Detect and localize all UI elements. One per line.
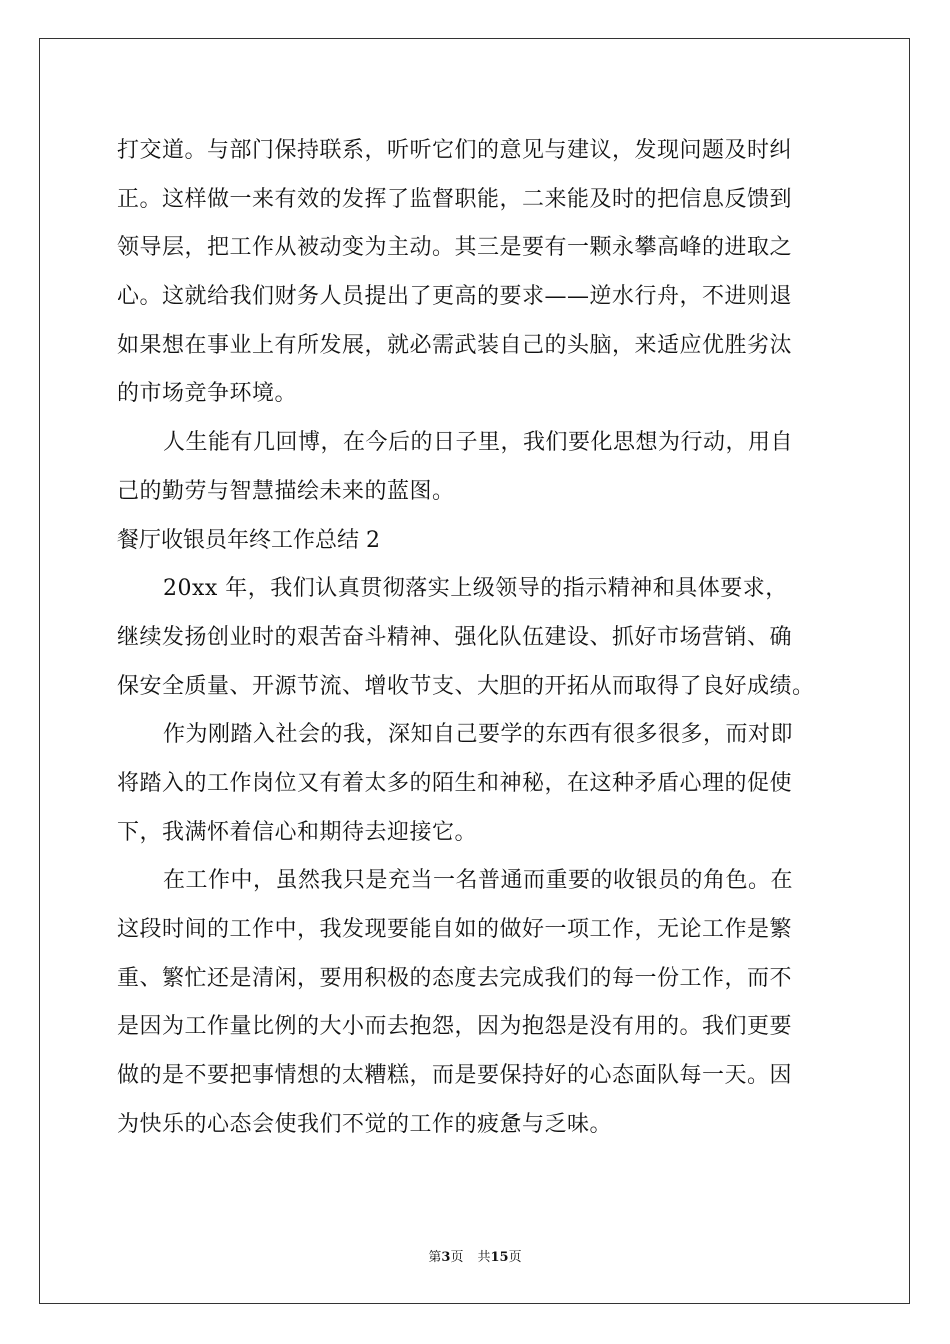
text-line: 是因为工作量比例的大小而去抱怨，因为抱怨是没有用的。我们更要 [117,1014,793,1040]
total-unit: 页 [508,1250,522,1265]
total-page-number: 15 [490,1250,509,1265]
paragraph-start-line: 人生能有几回博，在今后的日子里，我们要化思想为行动，用自 [163,430,794,456]
total-prefix: 共 [477,1250,491,1265]
text-line: 己的勤劳与智慧描绘未来的蓝图。 [117,478,455,504]
text-line: 做的是不要把事情想的太糟糕，而是要保持好的心态面队每一天。因 [117,1063,793,1089]
text-line: 的市场竞争环境。 [117,381,298,407]
paragraph-start-line: 在工作中，虽然我只是充当一名普通而重要的收银员的角色。在 [163,868,794,894]
text-line: 这段时间的工作中，我发现要能自如的做好一项工作，无论工作是繁 [117,917,793,942]
text-line: 保安全质量、开源节流、增收节支、大胆的开拓从而取得了良好成绩。 [117,673,815,699]
paragraph-start-line: 作为刚踏入社会的我，深知自己要学的东西有很多很多，而对即 [163,722,794,748]
page-footer [0,1246,950,1265]
text-line: 领导层，把工作从被动变为主动。其三是要有一颗永攀高峰的进取之 [117,235,793,261]
text-line: 为快乐的心态会使我们不觉的工作的疲惫与乏味。 [117,1111,613,1137]
text-line: 正。这样做一来有效的发挥了监督职能，二来能及时的把信息反馈到 [117,186,793,212]
paragraph-start-line: 20xx 年，我们认真贯彻落实上级领导的指示精神和具体要求， [163,576,788,602]
section-heading: 餐厅收银员年终工作总结 2 [117,527,380,553]
text-line: 打交道。与部门保持联系，听听它们的意见与建议，发现问题及时纠 [117,138,793,163]
text-line: 心。这就给我们财务人员提出了更高的要求——逆水行舟，不进则退 [117,284,793,310]
text-line: 将踏入的工作岗位又有着太多的陌生和神秘，在这种矛盾心理的促使 [117,770,793,796]
text-line: 如果想在事业上有所发展，就必需武装自己的头脑，来适应优胜劣汰 [117,332,793,358]
text-line: 继续发扬创业时的艰苦奋斗精神、强化队伍建设、抓好市场营销、确 [117,624,793,650]
text-line: 重、繁忙还是清闲，要用积极的态度去完成我们的每一份工作，而不 [117,965,793,991]
current-page-number: 3 [441,1250,451,1265]
page-prefix: 第 [428,1250,442,1265]
text-line: 下，我满怀着信心和期待去迎接它。 [117,819,478,845]
page-unit: 页 [450,1250,464,1265]
document-body [117,127,847,1149]
